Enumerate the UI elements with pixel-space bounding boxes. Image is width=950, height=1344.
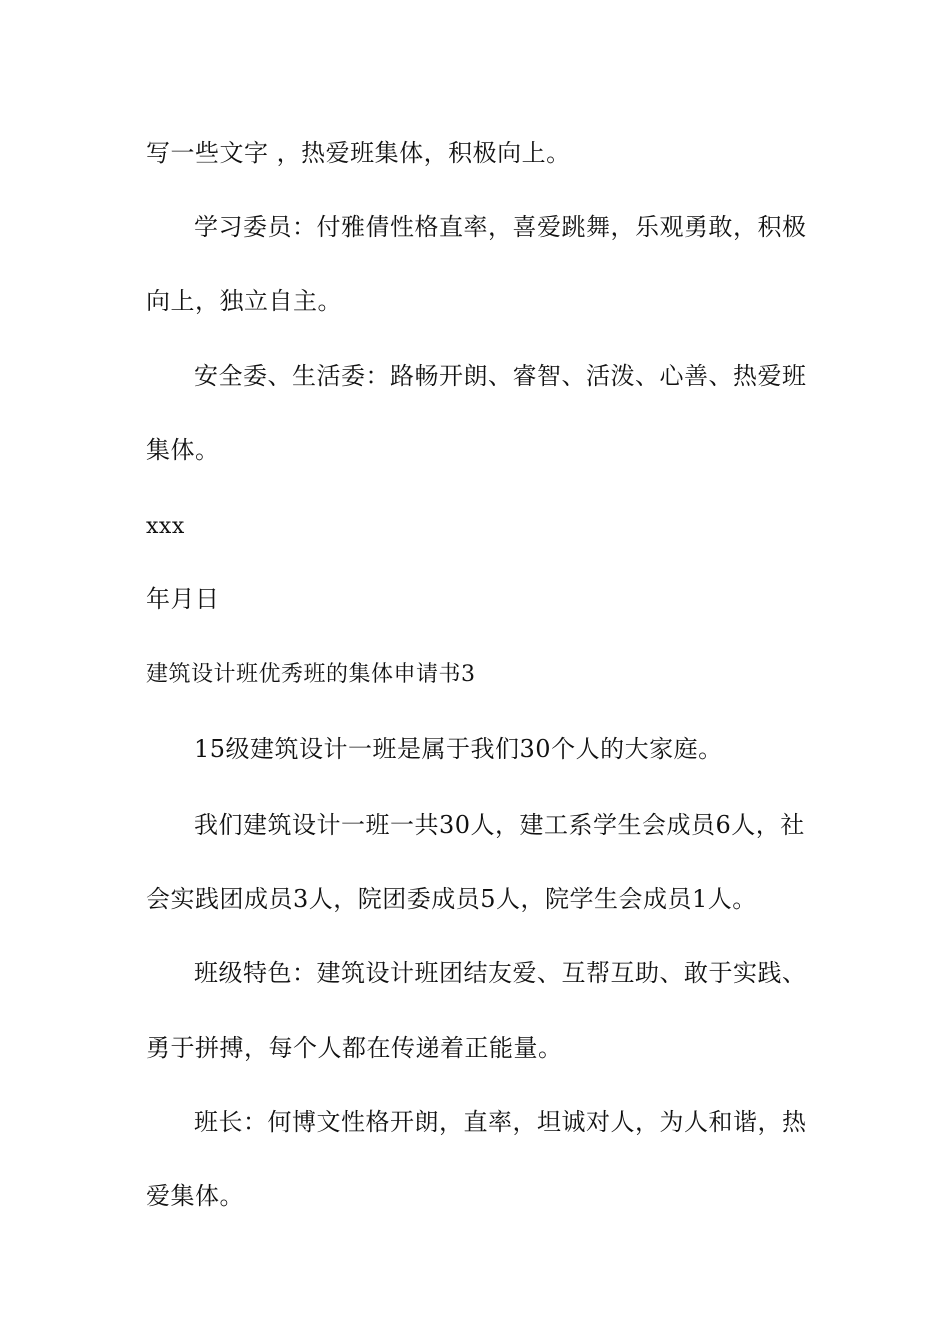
paragraph-line: 向上，独立自主。	[146, 287, 342, 315]
signature-name: xxx	[146, 514, 185, 539]
paragraph-line: 会实践团成员3人，院团委成员5人，院学生会成员1人。	[146, 885, 757, 913]
paragraph-line: 集体。	[146, 436, 220, 464]
paragraph-line: 学习委员：付雅倩性格直率，喜爱跳舞，乐观勇敢，积极	[194, 213, 807, 241]
paragraph-line: 爱集体。	[146, 1182, 244, 1210]
paragraph-line: 班级特色：建筑设计班团结友爱、互帮互助、敢于实践、	[194, 959, 807, 987]
paragraph-line: 安全委、生活委：路畅开朗、睿智、活泼、心善、热爱班	[194, 362, 807, 390]
date-line: 年月日	[146, 585, 220, 613]
paragraph-line: 勇于拼搏，每个人都在传递着正能量。	[146, 1034, 563, 1062]
paragraph-line: 班长：何博文性格开朗，直率，坦诚对人，为人和谐，热	[194, 1108, 807, 1136]
paragraph-line: 15级建筑设计一班是属于我们30个人的大家庭。	[194, 735, 723, 763]
section-title: 建筑设计班优秀班的集体申请书3	[146, 662, 476, 687]
paragraph-line: 写一些文字 ，热爱班集体，积极向上。	[146, 139, 571, 167]
paragraph-line: 我们建筑设计一班一共30人，建工系学生会成员6人，社	[194, 811, 805, 839]
